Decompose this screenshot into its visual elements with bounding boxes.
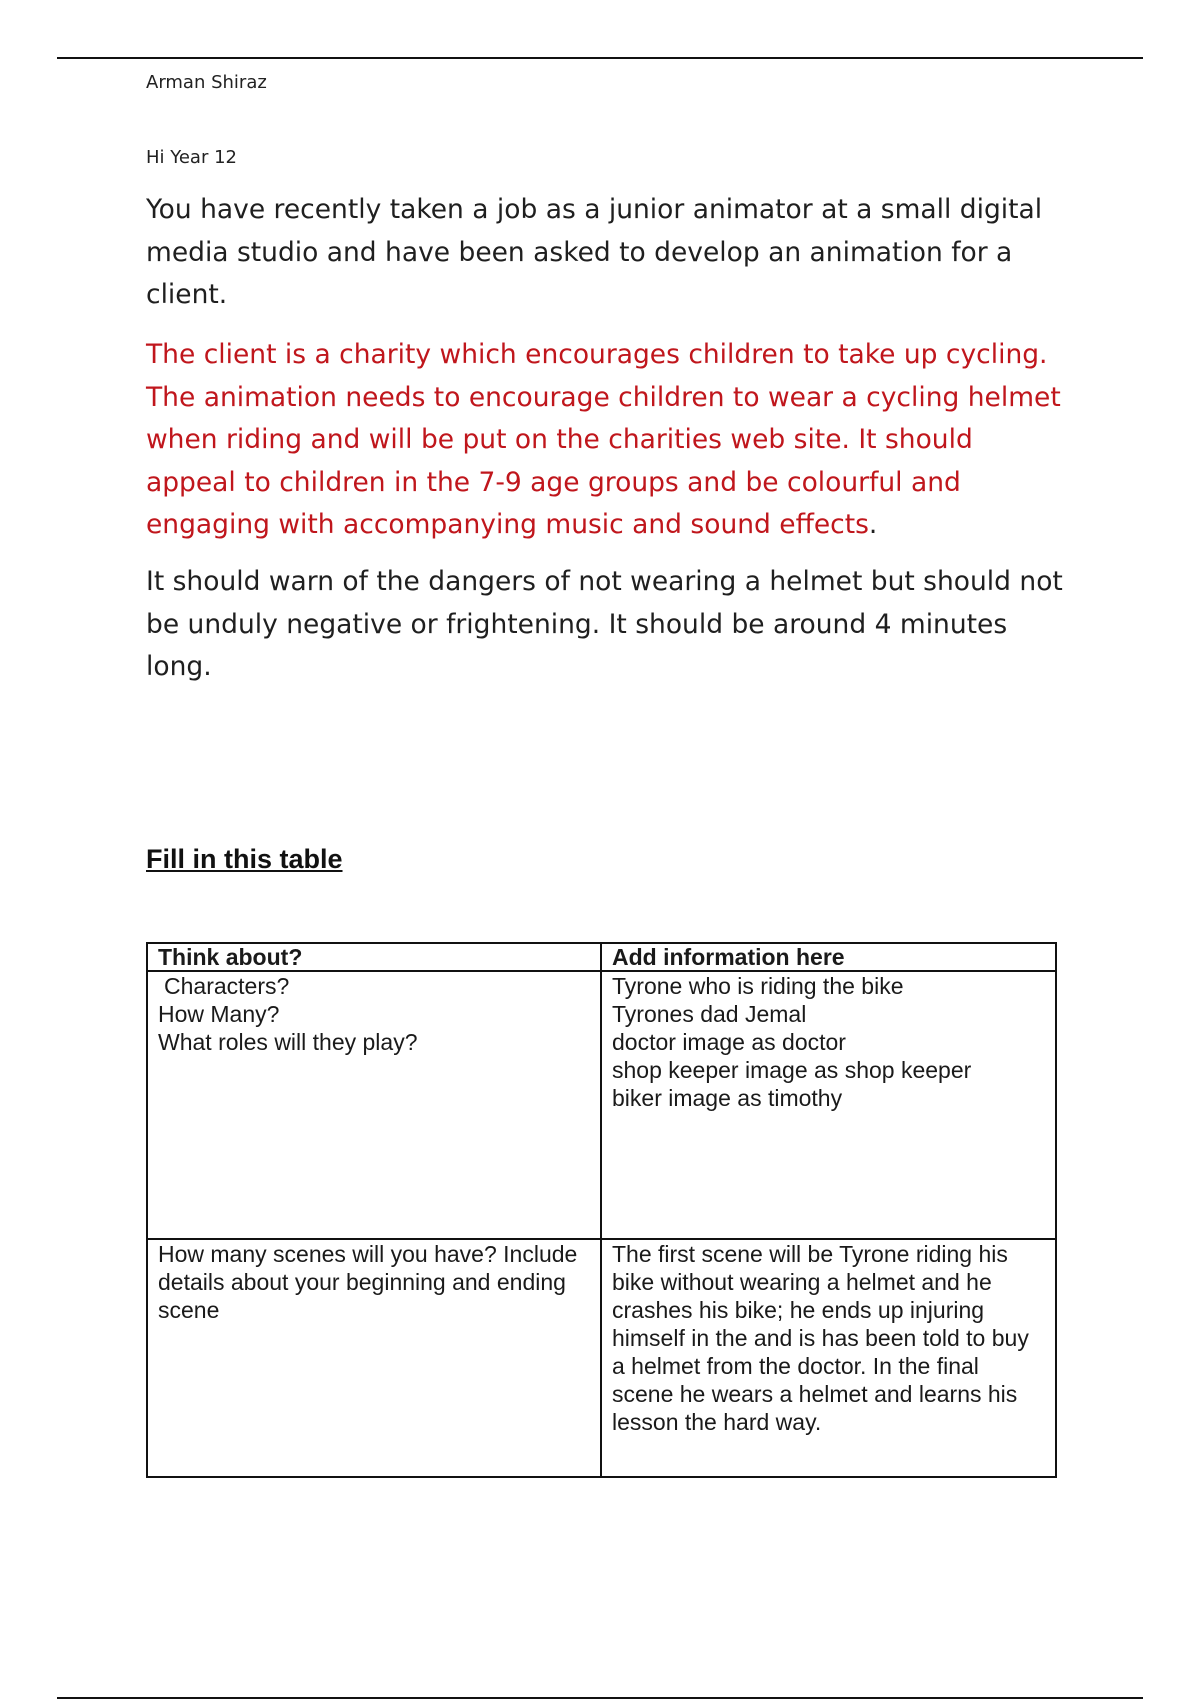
answer-line: shop keeper image as shop keeper — [612, 1057, 972, 1083]
footer-rule — [57, 1697, 1143, 1699]
brief-paragraph — [146, 334, 1066, 547]
greeting: Hi Year 12 — [146, 147, 237, 168]
header-think-about: Think about? — [147, 943, 601, 971]
answer-line: Tyrone who is riding the bike — [612, 973, 904, 999]
table-row-scenes — [147, 1239, 1056, 1477]
brief-period: . — [868, 509, 878, 540]
table-heading: Fill in this table — [146, 844, 343, 874]
answer-line: Tyrones dad Jemal — [612, 1001, 807, 1027]
table-row-characters — [147, 971, 1056, 1239]
characters-prompt-cell[interactable] — [147, 971, 601, 1239]
scenes-prompt-cell[interactable] — [147, 1239, 601, 1477]
prompt-line: What roles will they play? — [158, 1029, 418, 1055]
scenes-prompt-text: How many scenes will you have? Include details about your beginning and ending scene — [158, 1241, 578, 1323]
header-rule — [57, 57, 1143, 59]
intro-paragraph: You have recently taken a job as a junior animator at a small digital media studio and have been asked to develop an animation for a client. — [146, 194, 1043, 310]
scenes-answer-text: The first scene will be Tyrone riding his bike without wearing a helmet and he crashes his bike; he ends up injuring himself in the and is has been told to buy a helmet from the doctor. In the final scene he wears a helmet and learns his lesson the hard way. — [612, 1241, 1029, 1435]
table-header-row — [147, 943, 1056, 971]
characters-answer-cell[interactable] — [601, 971, 1056, 1239]
warning-paragraph: It should warn of the dangers of not wearing a helmet but should not be unduly negative or frightening. It should be around 4 minutes long. — [146, 566, 1063, 682]
author-name: Arman Shiraz — [146, 72, 267, 93]
planning-table — [146, 942, 1057, 1478]
prompt-line: Characters? — [164, 973, 290, 999]
header-add-information: Add information here — [601, 943, 1056, 971]
scenes-answer-cell[interactable] — [601, 1239, 1056, 1477]
answer-line: biker image as timothy — [612, 1085, 843, 1111]
prompt-line: How Many? — [158, 1001, 280, 1027]
brief-text: The client is a charity which encourages children to take up cycling. The animation needs to encourage children to wear a cycling helmet when riding and will be put on the charities web site. It should appeal to children in the 7-9 age groups and be colourful and engaging with accompanying music and sound effects — [146, 339, 1061, 540]
answer-line: doctor image as doctor — [612, 1029, 846, 1055]
